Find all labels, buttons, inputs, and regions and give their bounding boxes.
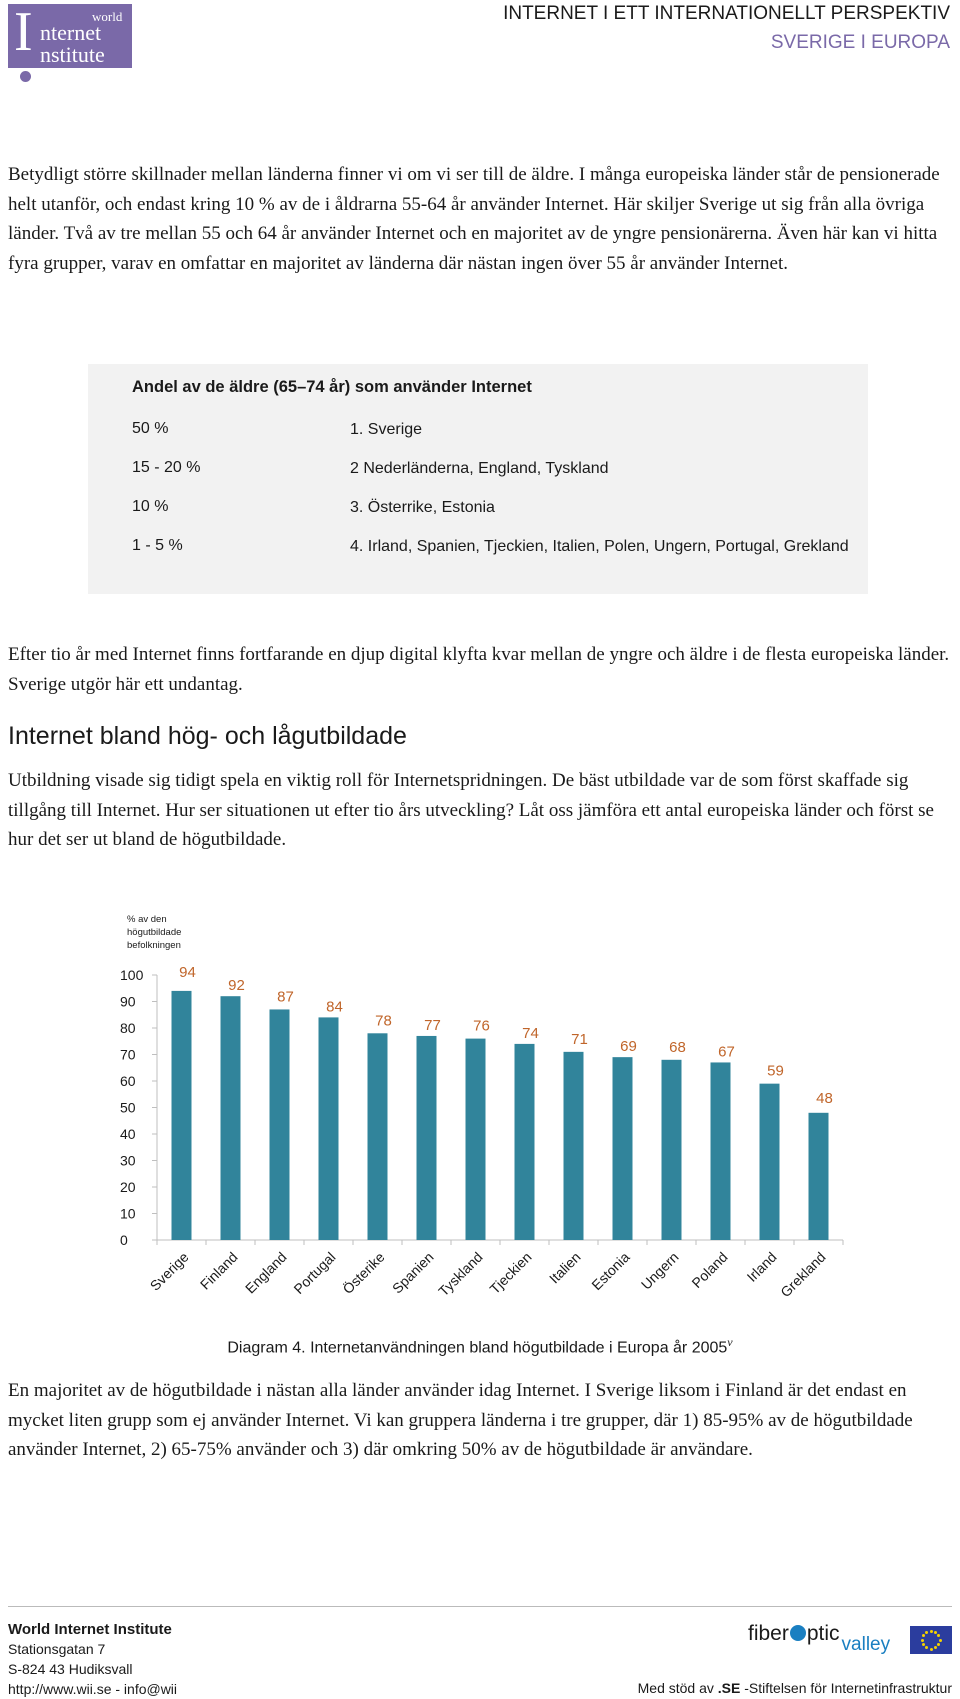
category-label: Finland bbox=[196, 1248, 241, 1293]
bar bbox=[613, 1057, 633, 1240]
table-group: 1. Sverige bbox=[350, 421, 423, 438]
star-icon bbox=[921, 1639, 924, 1642]
y-tick-label: 20 bbox=[120, 1179, 136, 1195]
y-tick-label: 100 bbox=[120, 967, 144, 983]
logo-initial: I bbox=[14, 1, 33, 63]
elderly-usage-table bbox=[88, 364, 868, 594]
star-icon bbox=[925, 1631, 928, 1634]
footer-city: S-824 43 Hudiksvall bbox=[8, 1661, 133, 1677]
eu-flag-icon bbox=[910, 1626, 952, 1654]
category-label: Spanien bbox=[388, 1248, 437, 1297]
y-tick-label: 30 bbox=[120, 1152, 136, 1169]
star-icon bbox=[922, 1643, 925, 1646]
intro-paragraph: Betydligt större skillnader mellan länderna finner vi om vi ser till de äldre. I många europeiska länder står de pensionerade helt utanför, och endast kring 10 % av de i åldrarna 55-64 år använder Internet. Här skiljer Sverige ut sig från alla övriga länder. Två av tre mellan 55 och 64 år använder Internet och en majoritet av de yngre pensionärerna. Även här kan vi hitta fyra grupper, varav en omfattar en majoritet av länderna där nästan ingen över 55 år använder Internet. bbox=[8, 164, 940, 274]
category-label: Estonia bbox=[588, 1248, 633, 1294]
logo-dot-icon bbox=[20, 71, 31, 82]
star-icon bbox=[925, 1646, 928, 1649]
footer-contact: http://www.wii.se - info@wii bbox=[8, 1681, 178, 1697]
category-label: England bbox=[241, 1248, 290, 1297]
caption-text: Diagram 4. Internetanvändningen bland högutbildade i Europa år 2005 bbox=[227, 1339, 728, 1357]
logo-world: world bbox=[92, 9, 123, 24]
category-label: Tjeckien bbox=[486, 1248, 535, 1297]
logo-o-icon bbox=[790, 1625, 806, 1641]
category-label: Portugal bbox=[290, 1248, 339, 1298]
bar bbox=[172, 991, 192, 1240]
table-title: Andel av de äldre (65–74 år) som använder Internet bbox=[132, 378, 532, 396]
y-tick-label: 70 bbox=[120, 1046, 136, 1063]
education-paragraph: Utbildning visade sig tidigt spela en viktig roll för Internetspridningen. De bäst utbildade var de som först skaffade sig tillgång till Internet. Hur ser situationen ut efter tio års utveckling? Låt oss jämföra ett antal europeiska länder och först se hur det ser ut bland de högutbildade. bbox=[8, 770, 934, 850]
category-label: Irland bbox=[743, 1248, 780, 1285]
table-range: 15 - 20 % bbox=[132, 459, 201, 476]
logo-institute: nstitute bbox=[40, 42, 105, 67]
star-icon bbox=[930, 1630, 933, 1633]
wii-logo bbox=[8, 1, 132, 68]
star-icon bbox=[939, 1639, 942, 1642]
section-heading: Internet bland hög- och lågutbildade bbox=[8, 722, 407, 750]
bar bbox=[270, 1009, 290, 1240]
category-label: Österike bbox=[339, 1248, 388, 1297]
header-subtitle: SVERIGE I EUROPA bbox=[770, 32, 950, 53]
logo-fiber: fiber bbox=[748, 1622, 789, 1645]
support-line bbox=[638, 1680, 952, 1696]
y-axis-label: % av den bbox=[127, 914, 167, 925]
bar bbox=[368, 1033, 388, 1240]
category-label: Ungern bbox=[637, 1248, 682, 1293]
data-label: 76 bbox=[473, 1017, 490, 1035]
table-group: 3. Österrike, Estonia bbox=[350, 499, 495, 516]
bar bbox=[319, 1017, 339, 1240]
y-tick-label: 60 bbox=[120, 1073, 136, 1089]
star-icon bbox=[934, 1631, 937, 1634]
bar bbox=[221, 996, 241, 1240]
y-tick-label: 40 bbox=[120, 1126, 136, 1142]
category-label: Poland bbox=[688, 1248, 731, 1291]
table-group: 2 Nederländerna, England, Tyskland bbox=[350, 460, 609, 477]
table-range: 10 % bbox=[132, 498, 169, 515]
data-label: 84 bbox=[326, 998, 343, 1016]
y-axis-label: högutbildade bbox=[127, 927, 182, 938]
support-suffix: -Stiftelsen för Internetinfrastruktur bbox=[740, 1680, 952, 1696]
gap-paragraph: Efter tio år med Internet finns fortfarande en djup digital klyfta kvar mellan de yngre och äldre i de flesta europeiska länder. Sverige utgör här ett undantag. bbox=[8, 644, 950, 695]
logo-ptic: ptic bbox=[806, 1622, 840, 1645]
y-tick-label: 50 bbox=[120, 1099, 136, 1116]
data-label: 48 bbox=[816, 1089, 833, 1107]
data-label: 78 bbox=[375, 1012, 392, 1030]
data-label: 94 bbox=[179, 963, 196, 981]
table-range: 50 % bbox=[132, 420, 169, 437]
category-label: Grekland bbox=[777, 1248, 829, 1301]
bar bbox=[711, 1062, 731, 1240]
y-tick-label: 0 bbox=[120, 1232, 128, 1248]
table-group: 4. Irland, Spanien, Tjeckien, Italien, Polen, Ungern, Portugal, Grekland bbox=[350, 538, 849, 555]
footer-divider bbox=[8, 1606, 952, 1607]
y-tick-label: 90 bbox=[120, 993, 136, 1010]
bar bbox=[564, 1052, 584, 1240]
y-tick-label: 80 bbox=[120, 1020, 136, 1036]
header-title: INTERNET I ETT INTERNATIONELLT PERSPEKTIV bbox=[503, 3, 950, 24]
fiberoptic-valley-logo bbox=[748, 1622, 891, 1655]
data-label: 77 bbox=[424, 1016, 441, 1034]
conclusion-paragraph: En majoritet av de högutbildade i nästan alla länder använder idag Internet. I Sverige liksom i Finland är det endast en mycket liten grupp som ej använder Internet. Vi kan gruppera länderna i tre grupper, där 1) 85-95% av de högutbildade använder Internet, 2) 65-75% använder och 3) där omkring 50% av de högutbildade är användare. bbox=[8, 1380, 913, 1460]
data-label: 92 bbox=[228, 977, 245, 995]
support-prefix: Med stöd av bbox=[637, 1680, 718, 1696]
data-label: 71 bbox=[571, 1030, 588, 1048]
star-icon bbox=[934, 1646, 937, 1649]
star-icon bbox=[937, 1634, 940, 1637]
bar bbox=[809, 1113, 829, 1240]
education-bar-chart bbox=[0, 895, 960, 1325]
footer-street: Stationsgatan 7 bbox=[8, 1641, 106, 1657]
category-label: Sverige bbox=[146, 1248, 192, 1294]
support-brand: .SE bbox=[717, 1680, 741, 1696]
logo-valley: valley bbox=[841, 1634, 891, 1655]
bar bbox=[662, 1060, 682, 1240]
category-label: Italien bbox=[545, 1248, 584, 1287]
star-icon bbox=[930, 1648, 933, 1651]
bar bbox=[760, 1084, 780, 1240]
logo-internet: nternet bbox=[40, 20, 102, 45]
data-label: 59 bbox=[767, 1062, 784, 1080]
star-icon bbox=[922, 1634, 925, 1637]
bar bbox=[417, 1036, 437, 1240]
y-axis-label: befolkningen bbox=[127, 940, 181, 951]
data-label: 69 bbox=[620, 1038, 637, 1056]
data-label: 87 bbox=[277, 988, 294, 1006]
bar bbox=[466, 1039, 486, 1240]
data-label: 74 bbox=[522, 1024, 539, 1042]
caption-footnote: v bbox=[727, 1335, 733, 1349]
category-label: Tyskland bbox=[435, 1248, 486, 1300]
table-range: 1 - 5 % bbox=[132, 537, 183, 554]
footer-org-name: World Internet Institute bbox=[8, 1621, 172, 1638]
y-tick-label: 10 bbox=[120, 1205, 136, 1222]
chart-caption bbox=[0, 1335, 960, 1357]
data-label: 67 bbox=[718, 1043, 735, 1061]
bar bbox=[515, 1044, 535, 1240]
star-icon bbox=[937, 1643, 940, 1646]
data-label: 68 bbox=[669, 1038, 686, 1056]
